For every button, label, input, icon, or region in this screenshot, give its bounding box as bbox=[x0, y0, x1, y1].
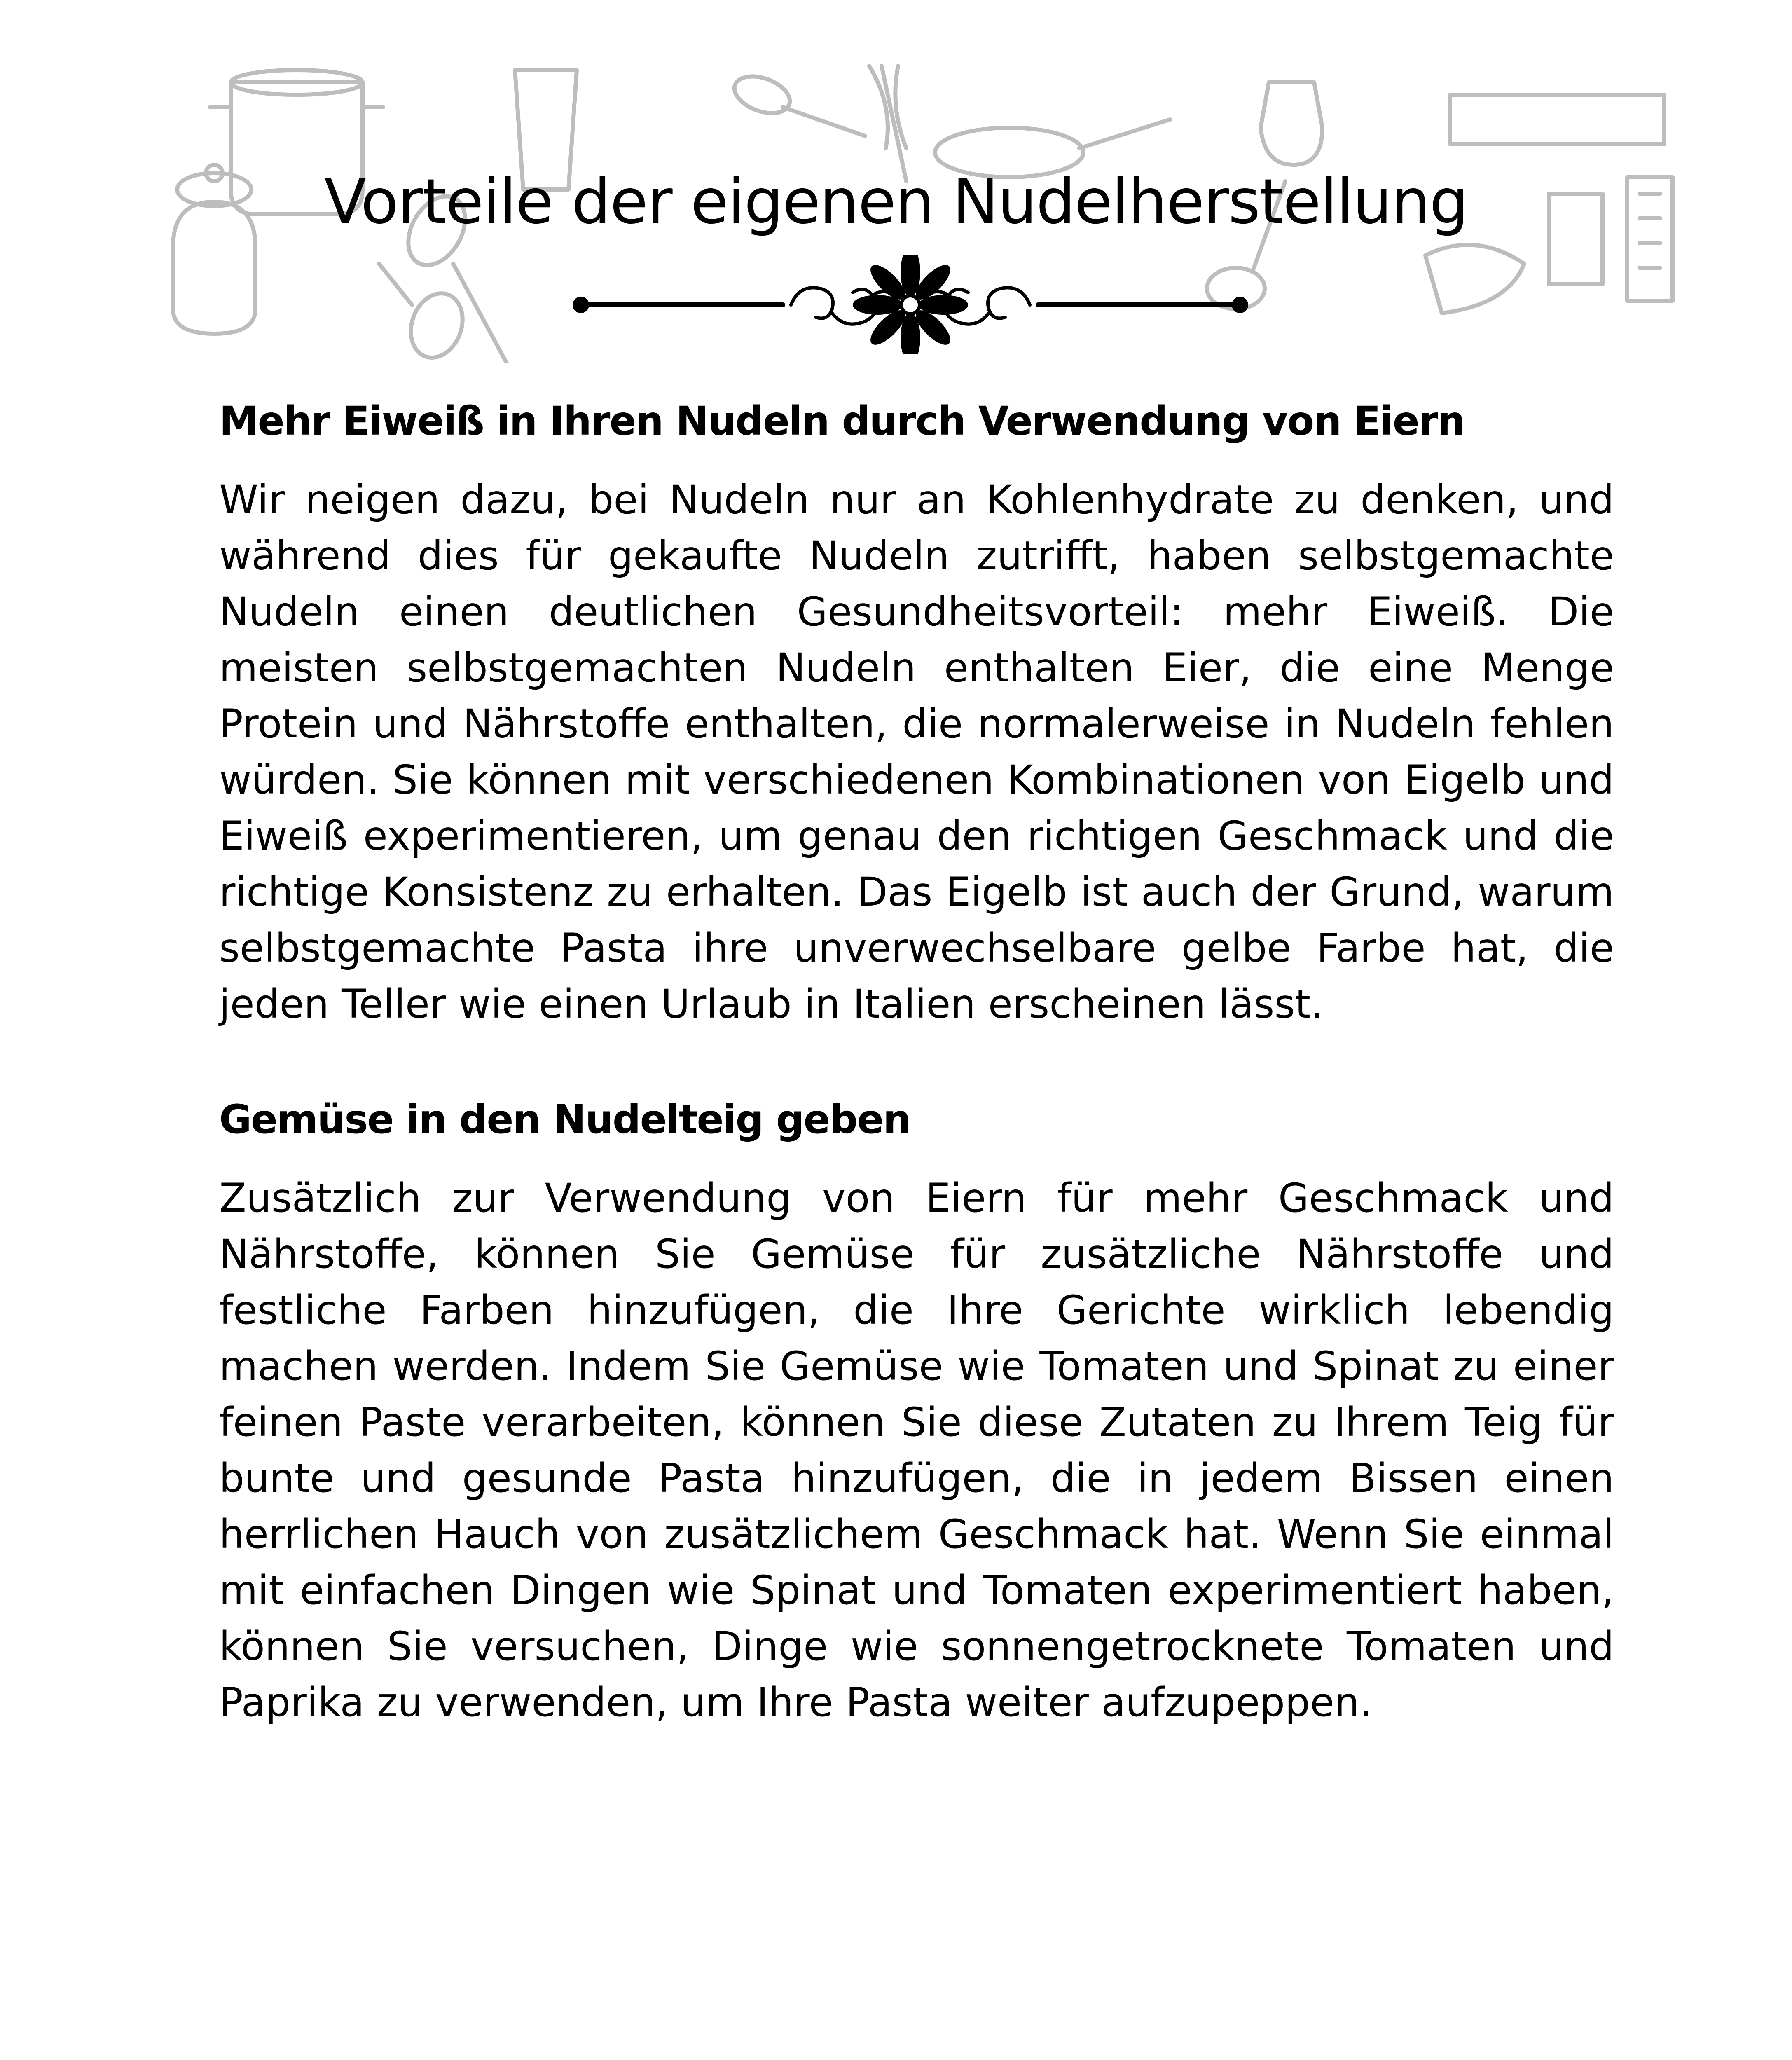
page-content bbox=[219, 396, 1614, 1730]
flower-ornament-icon bbox=[568, 255, 1252, 354]
section-heading: Mehr Eiweiß in Ihren Nudeln durch Verwendung von Eiern bbox=[219, 398, 1465, 444]
page-title: Vorteile der eigenen Nudelherstellung bbox=[324, 166, 1468, 238]
section-heading: Gemüse in den Nudelteig geben bbox=[219, 1096, 910, 1142]
section-vegetables bbox=[219, 1094, 1614, 1730]
section-body: Zusätzlich zur Verwendung von Eiern für mehr Geschmack und Nährstoffe, können Sie Gemüse für zusätzliche Nährstoffe und festliche Farben hinzufügen, die Ihre Gerichte wirklich lebendig machen werden. Indem Sie Gemüse wie Tomaten und Spinat zu einer feinen Paste verarbeiten, können Sie diese Zutaten zu Ihrem Teig für bunte und gesunde Pasta hinzufügen, die in jedem Bissen einen herrlichen Hauch von zusätzlichem Geschmack hat. Wenn Sie einmal mit einfachen Dingen wie Spinat und Tomaten experimentiert haben, können Sie versuchen, Dinge wie sonnengetrocknete Tomaten und Paprika zu verwenden, um Ihre Pasta weiter aufzupeppen. bbox=[219, 1175, 1614, 1725]
section-eggs bbox=[219, 396, 1614, 1032]
section-body: Wir neigen dazu, bei Nudeln nur an Kohlenhydrate zu denken, und während dies für gekaufte Nudeln zutrifft, haben selbstgemachte Nudeln einen deutlichen Gesundheitsvorteil: mehr Eiweiß. Die meisten selbstgemachten Nudeln enthalten Eier, die eine Menge Protein und Nährstoffe enthalten, die normalerweise in Nudeln fehlen würden. Sie können mit verschiedenen Kombinationen von Eigelb und Eiweiß experimentieren, um genau den richtigen Geschmack und die richtige Konsistenz zu erhalten. Das Eigelb ist auch der Grund, warum selbstgemachte Pasta ihre unverwechselbare gelbe Farbe hat, die jeden Teller wie einen Urlaub in Italien erscheinen lässt. bbox=[219, 476, 1614, 1027]
